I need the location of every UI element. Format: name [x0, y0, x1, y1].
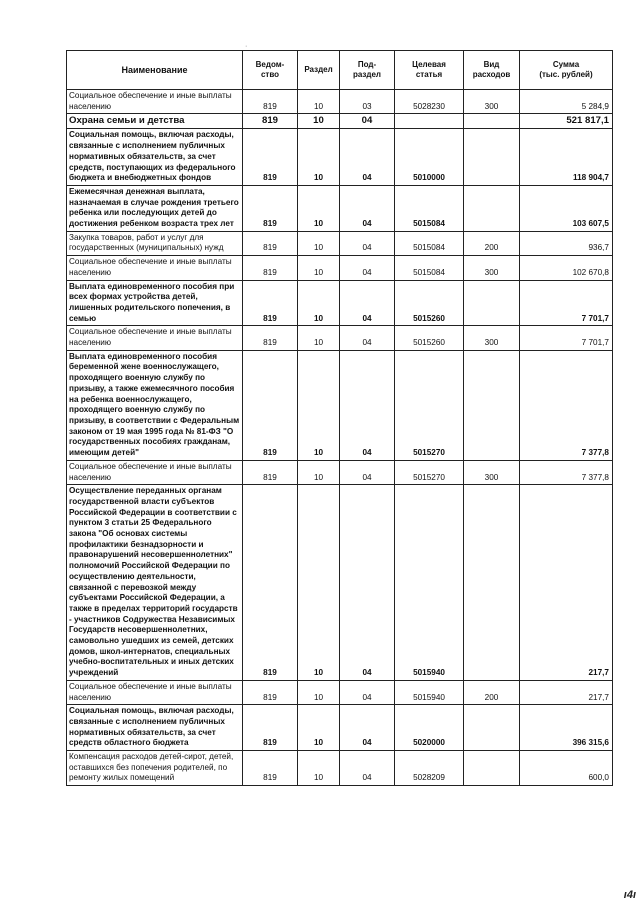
cell-sum: 217,7 [520, 485, 613, 681]
cell-name: Охрана семьи и детства [67, 114, 243, 129]
cell-sum: 7 701,7 [520, 326, 613, 350]
cell-razd: 10 [298, 705, 340, 751]
cell-name: Социальная помощь, включая расходы, связанные с исполнением публичных нормативных обязательств, за счет средств, поступающих из федерального бюджета и внебюджетных фондов [67, 129, 243, 186]
cell-cel: 5015940 [395, 485, 464, 681]
cell-ved: 819 [243, 705, 298, 751]
cell-sum: 102 670,8 [520, 256, 613, 280]
cell-name: Закупка товаров, работ и услуг для государственных (муниципальных) нужд [67, 231, 243, 255]
cell-sum: 103 607,5 [520, 185, 613, 231]
header-vid: Вид расходов [464, 51, 520, 90]
cell-sum: 7 701,7 [520, 280, 613, 326]
cell-name: Социальное обеспечение и иные выплаты населению [67, 90, 243, 114]
table-row [67, 231, 613, 255]
scan-corner-mark: ı4ı [623, 889, 636, 901]
cell-sum: 600,0 [520, 751, 613, 786]
cell-name: Социальная помощь, включая расходы, связанные с исполнением публичных нормативных обязательств, за счет средств областного бюджета [67, 705, 243, 751]
budget-table-sheet [66, 50, 612, 786]
cell-name: Осуществление переданных органам государственной власти субъектов Российской Федерации в соответствии с пунктом 3 статьи 25 Федерального закона "Об основах системы профилактики безнадзорности и правонарушений несовершеннолетних" полномочий Российской Федерации по осуществлению деятельности, связанной с перевозкой между субъектами Российской Федерации, а также в пределах территорий государств - участников Содружества Независимых Государств несовершеннолетних, самовольно ушедших из семей, детских домов, школ-интернатов, специальных учебно-воспитательных и иных детских учреждений [67, 485, 243, 681]
cell-ved: 819 [243, 231, 298, 255]
cell-ved: 819 [243, 256, 298, 280]
cell-pod: 04 [340, 185, 395, 231]
cell-ved: 819 [243, 280, 298, 326]
cell-cel: 5010000 [395, 129, 464, 186]
cell-razd: 10 [298, 326, 340, 350]
cell-sum: 396 315,6 [520, 705, 613, 751]
table-row [67, 326, 613, 350]
cell-pod: 04 [340, 256, 395, 280]
cell-cel: 5028230 [395, 90, 464, 114]
cell-cel: 5020000 [395, 705, 464, 751]
cell-cel: 5015084 [395, 256, 464, 280]
cell-razd: 10 [298, 256, 340, 280]
cell-ved: 819 [243, 460, 298, 484]
cell-sum: 118 904,7 [520, 129, 613, 186]
cell-pod: 04 [340, 129, 395, 186]
cell-cel [395, 114, 464, 129]
cell-cel: 5015270 [395, 350, 464, 460]
cell-cel: 5015940 [395, 680, 464, 704]
cell-vid [464, 129, 520, 186]
cell-name: Компенсация расходов детей-сирот, детей, оставшихся без попечения родителей, по ремонту жилых помещений [67, 751, 243, 786]
table-row [67, 256, 613, 280]
cell-sum: 217,7 [520, 680, 613, 704]
cell-pod: 04 [340, 485, 395, 681]
header-row [67, 51, 613, 90]
cell-pod: 04 [340, 280, 395, 326]
cell-name: Социальное обеспечение и иные выплаты населению [67, 326, 243, 350]
cell-pod: 04 [340, 705, 395, 751]
cell-vid: 300 [464, 90, 520, 114]
cell-sum: 7 377,8 [520, 350, 613, 460]
cell-sum: 7 377,8 [520, 460, 613, 484]
cell-sum: 5 284,9 [520, 90, 613, 114]
cell-ved: 819 [243, 485, 298, 681]
cell-pod: 04 [340, 114, 395, 129]
cell-ved: 819 [243, 90, 298, 114]
cell-razd: 10 [298, 460, 340, 484]
cell-vid [464, 185, 520, 231]
cell-vid: 300 [464, 460, 520, 484]
cell-razd: 10 [298, 751, 340, 786]
cell-pod: 04 [340, 680, 395, 704]
cell-razd: 10 [298, 280, 340, 326]
cell-name: Социальное обеспечение и иные выплаты населению [67, 680, 243, 704]
cell-cel: 5015260 [395, 326, 464, 350]
header-sum: Сумма (тыс. рублей) [520, 51, 613, 90]
cell-pod: 03 [340, 90, 395, 114]
cell-razd: 10 [298, 680, 340, 704]
cell-razd: 10 [298, 90, 340, 114]
cell-pod: 04 [340, 751, 395, 786]
header-name: Наименование [67, 51, 243, 90]
cell-razd: 10 [298, 231, 340, 255]
cell-name: Ежемесячная денежная выплата, назначаемая в случае рождения третьего ребенка или последующих детей до достижения ребенком возраста трех лет [67, 185, 243, 231]
cell-ved: 819 [243, 114, 298, 129]
cell-cel: 5015270 [395, 460, 464, 484]
cell-vid: 300 [464, 326, 520, 350]
cell-vid [464, 350, 520, 460]
cell-vid [464, 705, 520, 751]
table-row [67, 680, 613, 704]
cell-name: Социальное обеспечение и иные выплаты населению [67, 256, 243, 280]
table-row [67, 280, 613, 326]
cell-razd: 10 [298, 485, 340, 681]
header-ved: Ведом- ство [243, 51, 298, 90]
table-row [67, 90, 613, 114]
table-row [67, 185, 613, 231]
table-row [67, 705, 613, 751]
cell-ved: 819 [243, 751, 298, 786]
cell-ved: 819 [243, 350, 298, 460]
cell-pod: 04 [340, 326, 395, 350]
table-row [67, 114, 613, 129]
table-row [67, 751, 613, 786]
scan-dot: · [245, 43, 248, 50]
cell-vid: 200 [464, 680, 520, 704]
cell-cel: 5015260 [395, 280, 464, 326]
table-row [67, 350, 613, 460]
header-cel: Целевая статья [395, 51, 464, 90]
cell-pod: 04 [340, 350, 395, 460]
cell-vid [464, 280, 520, 326]
cell-ved: 819 [243, 326, 298, 350]
cell-ved: 819 [243, 680, 298, 704]
cell-razd: 10 [298, 185, 340, 231]
cell-ved: 819 [243, 185, 298, 231]
cell-vid [464, 485, 520, 681]
budget-table [66, 50, 613, 786]
cell-vid [464, 114, 520, 129]
cell-pod: 04 [340, 231, 395, 255]
cell-name: Выплата единовременного пособия беременной жене военнослужащего, проходящего военную службу по призыву, а также ежемесячного пособия на ребенка военнослужащего, проходящего военную службу по призыву, в соответствии с Федеральным законом от 19 мая 1995 года № 81-ФЗ "О государственных пособиях гражданам, имеющим детей" [67, 350, 243, 460]
cell-pod: 04 [340, 460, 395, 484]
cell-vid: 200 [464, 231, 520, 255]
table-row [67, 129, 613, 186]
cell-razd: 10 [298, 350, 340, 460]
cell-vid [464, 751, 520, 786]
cell-name: Выплата единовременного пособия при всех формах устройства детей, лишенных родительского попечения, в семью [67, 280, 243, 326]
table-row [67, 460, 613, 484]
cell-ved: 819 [243, 129, 298, 186]
cell-sum: 521 817,1 [520, 114, 613, 129]
cell-cel: 5028209 [395, 751, 464, 786]
cell-vid: 300 [464, 256, 520, 280]
cell-razd: 10 [298, 114, 340, 129]
header-razd: Раздел [298, 51, 340, 90]
cell-sum: 936,7 [520, 231, 613, 255]
cell-cel: 5015084 [395, 185, 464, 231]
cell-razd: 10 [298, 129, 340, 186]
table-row [67, 485, 613, 681]
cell-cel: 5015084 [395, 231, 464, 255]
cell-name: Социальное обеспечение и иные выплаты населению [67, 460, 243, 484]
header-pod: Под- раздел [340, 51, 395, 90]
